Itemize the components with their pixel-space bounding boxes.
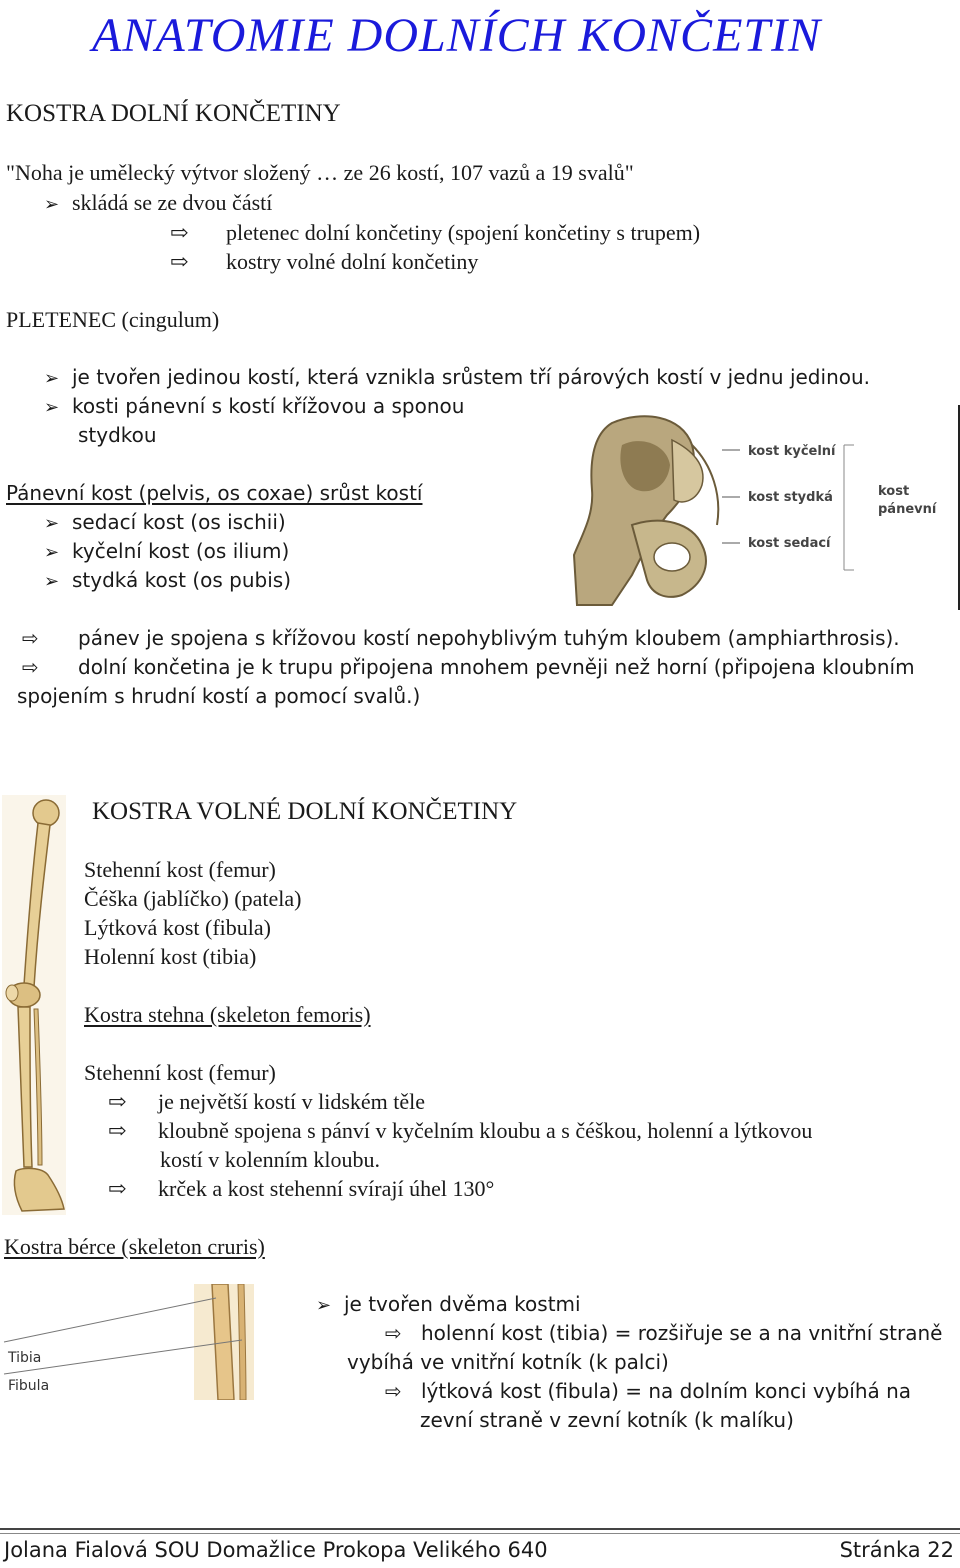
femur-item-text: je největší kostí v lidském těle (158, 1089, 426, 1114)
femur-item-joints-cont: kostí v kolenním kloubu. (160, 1147, 380, 1172)
outlined-arrow-icon: ⇨ (22, 655, 39, 679)
arrowhead-bullet-icon: ➢ (44, 513, 60, 534)
outlined-arrow-icon: ⇨ (170, 220, 189, 245)
note-pelvis-joint (22, 626, 900, 650)
outlined-arrow-icon: ⇨ (170, 249, 189, 274)
tibia-fibula-figure (2, 1284, 254, 1400)
outlined-arrow-icon: ⇨ (108, 1176, 127, 1201)
pelvis-item-ischii (44, 510, 286, 534)
pelvis-item-text: sedací kost (os ischii) (72, 510, 286, 534)
footer-rule-thin (0, 1533, 960, 1534)
thigh-heading: Kostra stehna (skeleton femoris) (84, 1002, 371, 1027)
figure-label-fibula: Fibula (8, 1378, 50, 1394)
pelvis-item-pubis (44, 568, 291, 592)
arrowhead-bullet-icon: ➢ (44, 368, 60, 389)
subitem-pletenec (170, 220, 700, 246)
figure-label-tibia: Tibia (8, 1350, 42, 1366)
note-text: dolní končetina je k trupu připojena mnohem pevněji než horní (připojena kloubním (78, 655, 915, 679)
arrowhead-bullet-icon: ➢ (44, 571, 60, 592)
pelvis-item-text: kyčelní kost (os ilium) (72, 539, 290, 563)
figure-label-ischium: kost sedací (748, 536, 831, 551)
bone-fibula: Lýtková kost (fibula) (84, 915, 271, 940)
pletenec-bullet-1 (44, 365, 870, 389)
quote-text: "Noha je umělecký výtvor složený … ze 26 kostí, 107 vazů a 19 svalů" (6, 160, 634, 185)
bullet-text: skládá se ze dvou částí (72, 190, 273, 215)
section-heading-skeleton: KOSTRA DOLNÍ KONČETINY (6, 100, 341, 127)
arrowhead-bullet-icon: ➢ (44, 397, 60, 418)
bullet-two-parts (44, 190, 272, 216)
lower-leg-tibia (385, 1321, 942, 1345)
section-heading-pletenec: PLETENEC (cingulum) (6, 307, 220, 332)
section-heading-lower-leg: Kostra bérce (skeleton cruris) (4, 1234, 265, 1259)
bone-tibia: Holenní kost (tibia) (84, 944, 257, 969)
pelvis-item-ilium (44, 539, 289, 563)
pelvis-figure (572, 405, 960, 610)
femur-item-text: kloubně spojena s pánví v kyčelním kloubu a s čéškou, holenní a lýtkovou (158, 1118, 813, 1143)
pelvis-illustration (572, 405, 960, 610)
pletenec-bullet-2 (44, 394, 464, 418)
arrowhead-bullet-icon: ➢ (316, 1295, 332, 1316)
pelvis-heading: Pánevní kost (pelvis, os coxae) srůst kostí (6, 481, 423, 505)
figure-label-ilium: kost kyčelní (748, 444, 836, 459)
subitem-text: pletenec dolní končetiny (spojení končetiny s trupem) (226, 220, 701, 245)
pletenec-bullet-2-cont: stydkou (78, 423, 157, 447)
page-title: ANATOMIE DOLNÍCH KONČETIN (92, 9, 822, 62)
lower-leg-tibia-cont: vybíhá ve vnitřní kotník (k palci) (347, 1350, 669, 1374)
lower-leg-bullet (316, 1292, 581, 1316)
figure-label-pelvic-1: kost (878, 484, 910, 499)
sub-text: holenní kost (tibia) = rozšiřuje se a na vnitřní straně (421, 1321, 943, 1345)
section-heading-free-limb: KOSTRA VOLNÉ DOLNÍ KONČETINY (92, 798, 518, 825)
figure-label-pubis: kost stydká (748, 490, 833, 505)
lower-leg-fibula (385, 1379, 911, 1403)
footer-page-number: Stránka 22 (839, 1538, 954, 1562)
outlined-arrow-icon: ⇨ (108, 1118, 127, 1143)
outlined-arrow-icon: ⇨ (385, 1379, 402, 1403)
tibia-fibula-illustration (2, 1284, 254, 1400)
subitem-text: kostry volné dolní končetiny (226, 249, 479, 274)
footer-author: Jolana Fialová SOU Domažlice Prokopa Velikého 640 (4, 1538, 548, 1562)
note-text: pánev je spojena s křížovou kostí nepohyblivým tuhým kloubem (amphiarthrosis). (78, 626, 900, 650)
note-limb-attachment (22, 655, 915, 679)
pelvis-item-text: stydká kost (os pubis) (72, 568, 292, 592)
subitem-kostry (170, 249, 478, 275)
bone-patella: Čéška (jablíčko) (patela) (84, 886, 302, 911)
femur-item-joints (108, 1118, 812, 1144)
bullet-text: kosti pánevní s kostí křížovou a sponou (72, 394, 465, 418)
bullet-text: je tvořen dvěma kostmi (344, 1292, 581, 1316)
note-limb-attachment-cont: spojením s hrudní kostí a pomocí svalů.) (17, 684, 421, 708)
femur-item-largest (108, 1089, 425, 1115)
outlined-arrow-icon: ⇨ (22, 626, 39, 650)
arrowhead-bullet-icon: ➢ (44, 194, 60, 215)
outlined-arrow-icon: ⇨ (385, 1321, 402, 1345)
leg-skeleton-illustration (2, 795, 66, 1215)
femur-heading: Stehenní kost (femur) (84, 1060, 276, 1085)
lower-leg-fibula-cont: zevní straně v zevní kotník (k malíku) (420, 1408, 794, 1432)
footer-rule (0, 1528, 960, 1530)
outlined-arrow-icon: ⇨ (108, 1089, 127, 1114)
figure-label-pelvic-2: pánevní (878, 502, 937, 517)
bone-femur: Stehenní kost (femur) (84, 857, 276, 882)
arrowhead-bullet-icon: ➢ (44, 542, 60, 563)
femur-item-angle (108, 1176, 494, 1202)
femur-item-text: krček a kost stehenní svírají úhel 130° (158, 1176, 495, 1201)
leg-skeleton-figure (2, 795, 66, 1215)
sub-text: lýtková kost (fibula) = na dolním konci vybíhá na (421, 1379, 912, 1403)
bullet-text: je tvořen jedinou kostí, která vznikla srůstem tří párových kostí v jednu jedinou. (72, 365, 871, 389)
